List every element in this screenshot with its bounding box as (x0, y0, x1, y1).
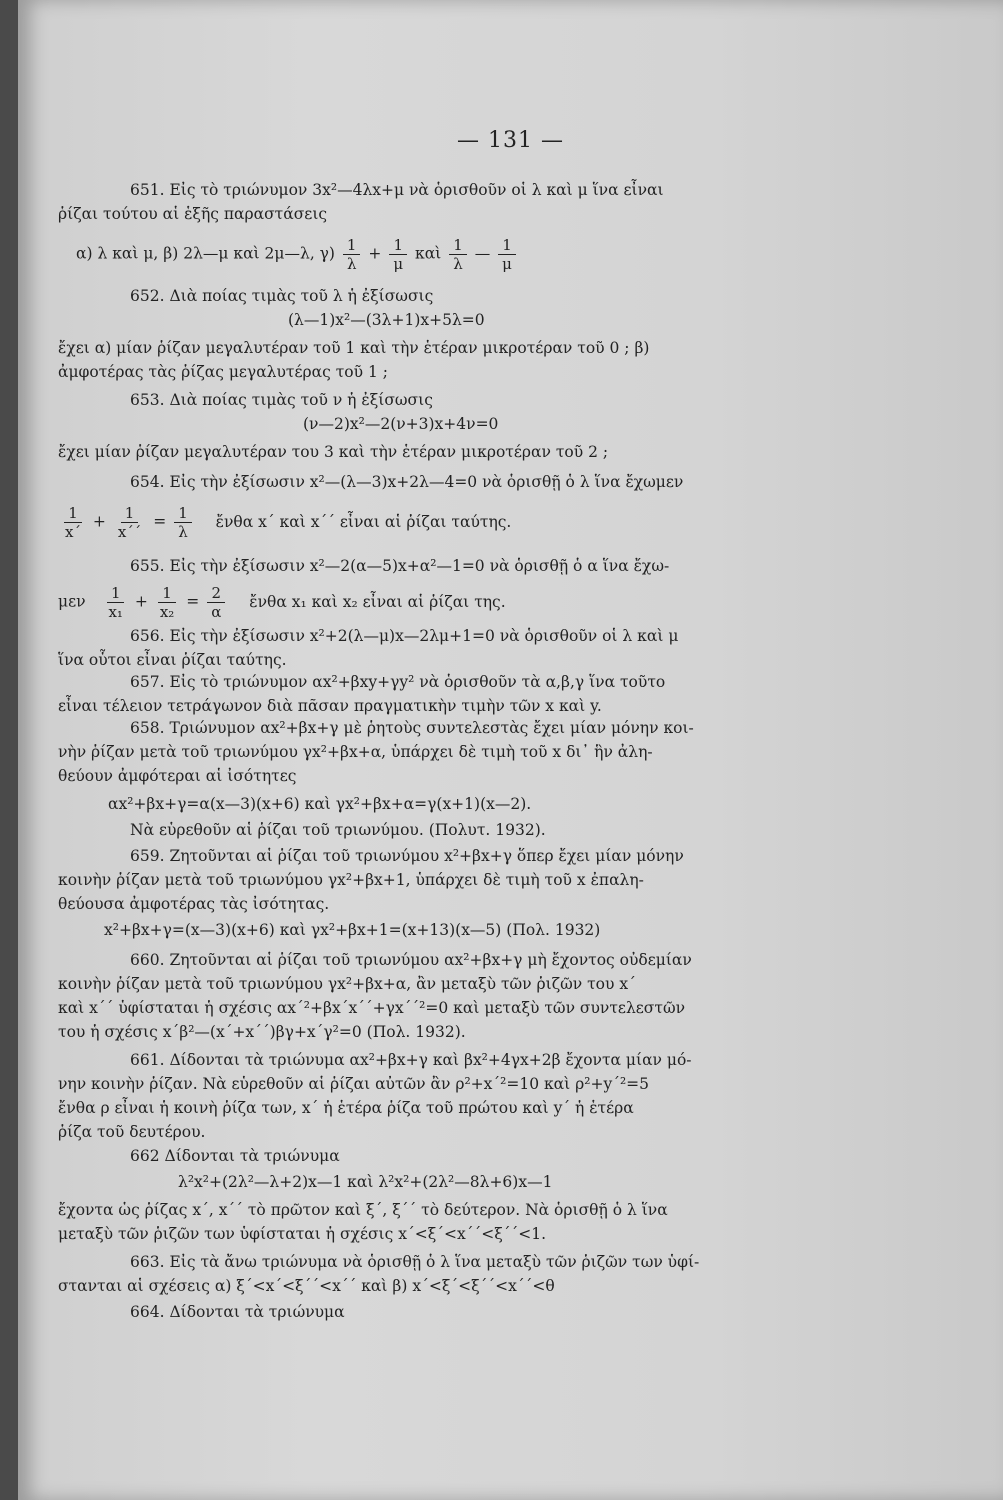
fraction-1-over-mu: $\frac{1}{\mu}$ (389, 236, 407, 273)
and-word: καὶ (415, 244, 442, 263)
exercise-658-line-3: θεύουν ἀμφότεραι αἱ ἰσότητες (58, 767, 297, 785)
fraction-1-over-lambda-3: $\frac{1}{\lambda}$ (174, 504, 192, 541)
exercise-655-tail: ἔνθα x₁ καὶ x₂ εἶναι αἱ ῥίζαι της. (249, 592, 506, 611)
fraction-1-over-x1: $\frac{1}{x΄}$ (65, 504, 81, 541)
exercise-653-line-1: 653. Διὰ ποίας τιμὰς τοῦ ν ἡ ἐξίσωσις (130, 391, 433, 409)
exercise-651-line-3 (76, 236, 519, 273)
exercise-654-line-1: 654. Εἰς τὴν ἐξίσωσιν x²—(λ—3)x+2λ—4=0 νὰ ὁρισθῇ ὁ λ ἵνα ἔχωμεν (130, 473, 684, 491)
exercise-658-line-5: Νὰ εὑρεθοῦν αἱ ῥίζαι τοῦ τριωνύμου. (Πολυτ. 1932). (130, 821, 546, 839)
equals-sign: = (153, 512, 167, 531)
exercise-659-line-3: θεύουσα ἀμφοτέρας τὰς ἰσότητας. (58, 895, 330, 913)
exercise-652-line-3: ἔχει α) μίαν ῥίζαν μεγαλυτέραν τοῦ 1 καὶ τὴν ἑτέραν μικροτέραν τοῦ 0 ; β) (58, 339, 650, 357)
exercise-661-line-3: ἔνθα ρ εἶναι ἡ κοινὴ ῥίζα των, x΄ ἡ ἑτέρα ῥίζα τοῦ πρώτου καὶ y΄ ἡ ἑτέρα (58, 1099, 634, 1117)
exercise-663-line-1: 663. Εἰς τὰ ἄνω τριώνυμα νὰ ὁρισθῇ ὁ λ ἵνα μεταξὺ τῶν ῥιζῶν των ὑφί- (130, 1253, 700, 1271)
exercise-655-line-1: 655. Εἰς τὴν ἐξίσωσιν x²—2(α—5)x+α²—1=0 νὰ ὁρισθῇ ὁ α ἵνα ἔχω- (130, 557, 670, 575)
exercise-657-line-1: 657. Εἰς τὸ τριώνυμον αx²+βxy+γy² νὰ ὁρισθοῦν τὰ α,β,γ ἵνα τοῦτο (130, 673, 666, 691)
exercise-656-line-2: ἵνα οὗτοι εἶναι ῥίζαι ταύτης. (58, 651, 287, 669)
book-page (18, 0, 1003, 1500)
plus-sign: + (134, 592, 148, 611)
fraction-2-over-alpha: $\frac{2}{\alpha}$ (207, 584, 225, 621)
exercise-653-line-3: ἔχει μίαν ῥίζαν μεγαλυτέραν του 3 καὶ τὴν ἑτέραν μικροτέραν τοῦ 2 ; (58, 443, 609, 461)
fraction-1-over-x-sub2: $\frac{1}{\text{x₂}}$ (159, 584, 175, 621)
exercise-651-options: α) λ καὶ μ, β) 2λ—μ καὶ 2μ—λ, γ) (76, 244, 335, 263)
exercise-660-line-2: κοινὴν ῥίζαν μετὰ τοῦ τριωνύμου γx²+βx+α, ἂν μεταξὺ τῶν ῥιζῶν του x΄ (58, 975, 636, 993)
exercise-658-equations: αx²+βx+γ=α(x—3)(x+6) καὶ γx²+βx+α=γ(x+1)(x—2). (108, 795, 532, 813)
plus-sign: + (92, 512, 106, 531)
exercise-664-line-1: 664. Δίδονται τὰ τριώνυμα (130, 1303, 345, 1321)
exercise-659-equations: x²+βx+γ=(x—3)(x+6) καὶ γx²+βx+1=(x+13)(x—5) (Πολ. 1932) (104, 921, 601, 939)
plus-sign: + (368, 244, 382, 263)
exercise-661-line-4: ῥίζα τοῦ δευτέρου. (58, 1123, 206, 1141)
exercise-653-equation: (ν—2)x²—2(ν+3)x+4ν=0 (303, 415, 499, 433)
exercise-655-line-2 (58, 584, 506, 621)
exercise-658-line-2: νὴν ῥίζαν μετὰ τοῦ τριωνύμου γx²+βx+α, ὑπάρχει δὲ τιμὴ τοῦ x δι᾽ ἣν ἀλη- (58, 743, 653, 761)
minus-sign: — (474, 244, 491, 263)
page-number: — 131 — (457, 128, 564, 153)
fraction-1-over-lambda-2: $\frac{1}{\lambda}$ (449, 236, 467, 273)
exercise-656-line-1: 656. Εἰς τὴν ἐξίσωσιν x²+2(λ—μ)x—2λμ+1=0 νὰ ὁρισθοῦν οἱ λ καὶ μ (130, 627, 679, 645)
exercise-658-line-1: 658. Τριώνυμον αx²+βx+γ μὲ ῥητοὺς συντελεστὰς ἔχει μίαν μόνην κοι- (130, 719, 694, 737)
exercise-661-line-1: 661. Δίδονται τὰ τριώνυμα αx²+βx+γ καὶ βx²+4γx+2β ἔχοντα μίαν μό- (130, 1051, 692, 1069)
exercise-651-line-1: 651. Εἰς τὸ τριώνυμον 3x²—4λx+μ νὰ ὁρισθοῦν οἱ λ καὶ μ ἵνα εἶναι (130, 181, 664, 199)
exercise-660-line-3: καὶ x΄΄ ὑφίσταται ἡ σχέσις αx΄²+βx΄x΄΄+γx΄΄²=0 καὶ μεταξὺ τῶν συντελεστῶν (58, 999, 686, 1017)
exercise-662-line-4: μεταξὺ τῶν ῥιζῶν των ὑφίσταται ἡ σχέσις x΄<ξ΄<x΄΄<ξ΄΄<1. (58, 1225, 547, 1243)
fraction-1-over-x2: $\frac{1}{x΄΄}$ (117, 504, 142, 541)
exercise-659-line-1: 659. Ζητοῦνται αἱ ῥίζαι τοῦ τριωνύμου x²+βx+γ ὅπερ ἔχει μίαν μόνην (130, 847, 684, 865)
exercise-652-equation: (λ—1)x²—(3λ+1)x+5λ=0 (288, 311, 485, 329)
exercise-663-line-2: στανται αἱ σχέσεις α) ξ΄<x΄<ξ΄΄<x΄΄ καὶ β) x΄<ξ΄<ξ΄΄<x΄΄<θ (58, 1277, 555, 1295)
exercise-659-line-2: κοινὴν ῥίζαν μετὰ τοῦ τριωνύμου γx²+βx+1, ὑπάρχει δὲ τιμὴ τοῦ x ἐπαλη- (58, 871, 644, 889)
exercise-660-line-4: του ἡ σχέσις x΄β²—(x΄+x΄΄)βγ+x΄γ²=0 (Πολ. 1932). (58, 1023, 466, 1041)
exercise-654-tail: ἔνθα x΄ καὶ x΄΄ εἶναι αἱ ῥίζαι ταύτης. (215, 512, 512, 531)
exercise-662-line-1: 662 Δίδονται τὰ τριώνυμα (130, 1147, 340, 1165)
equals-sign: = (186, 592, 200, 611)
exercise-652-line-1: 652. Διὰ ποίας τιμὰς τοῦ λ ἡ ἐξίσωσις (130, 287, 434, 305)
exercise-655-men: μεν (58, 592, 86, 611)
exercise-662-trinomials: λ²x²+(2λ²—λ+2)x—1 καὶ λ²x²+(2λ²—8λ+6)x—1 (178, 1173, 553, 1191)
fraction-1-over-mu-2: $\frac{1}{\mu}$ (498, 236, 516, 273)
fraction-1-over-x-sub1: $\frac{1}{\text{x₁}}$ (108, 584, 123, 621)
exercise-652-line-4: ἀμφοτέρας τὰς ῥίζας μεγαλυτέρας τοῦ 1 ; (58, 363, 388, 381)
exercise-657-line-2: εἶναι τέλειον τετράγωνον διὰ πᾶσαν πραγματικὴν τιμὴν τῶν x καὶ y. (58, 697, 602, 715)
exercise-654-line-2 (58, 504, 511, 541)
exercise-651-line-2: ῥίζαι τούτου αἱ ἑξῆς παραστάσεις (58, 205, 328, 223)
fraction-1-over-lambda: $\frac{1}{\lambda}$ (343, 236, 361, 273)
exercise-662-line-3: ἔχοντα ὡς ῥίζας x΄, x΄΄ τὸ πρῶτον καὶ ξ΄, ξ΄΄ τὸ δεύτερον. Νὰ ὁρισθῇ ὁ λ ἵνα (58, 1201, 668, 1219)
exercise-660-line-1: 660. Ζητοῦνται αἱ ῥίζαι τοῦ τριωνύμου αx²+βx+γ μὴ ἔχοντος οὐδεμίαν (130, 951, 692, 969)
exercise-661-line-2: νην κοινὴν ῥίζαν. Νὰ εὑρεθοῦν αἱ ῥίζαι αὐτῶν ἂν ρ²+x΄²=10 καὶ ρ²+y΄²=5 (58, 1075, 650, 1093)
